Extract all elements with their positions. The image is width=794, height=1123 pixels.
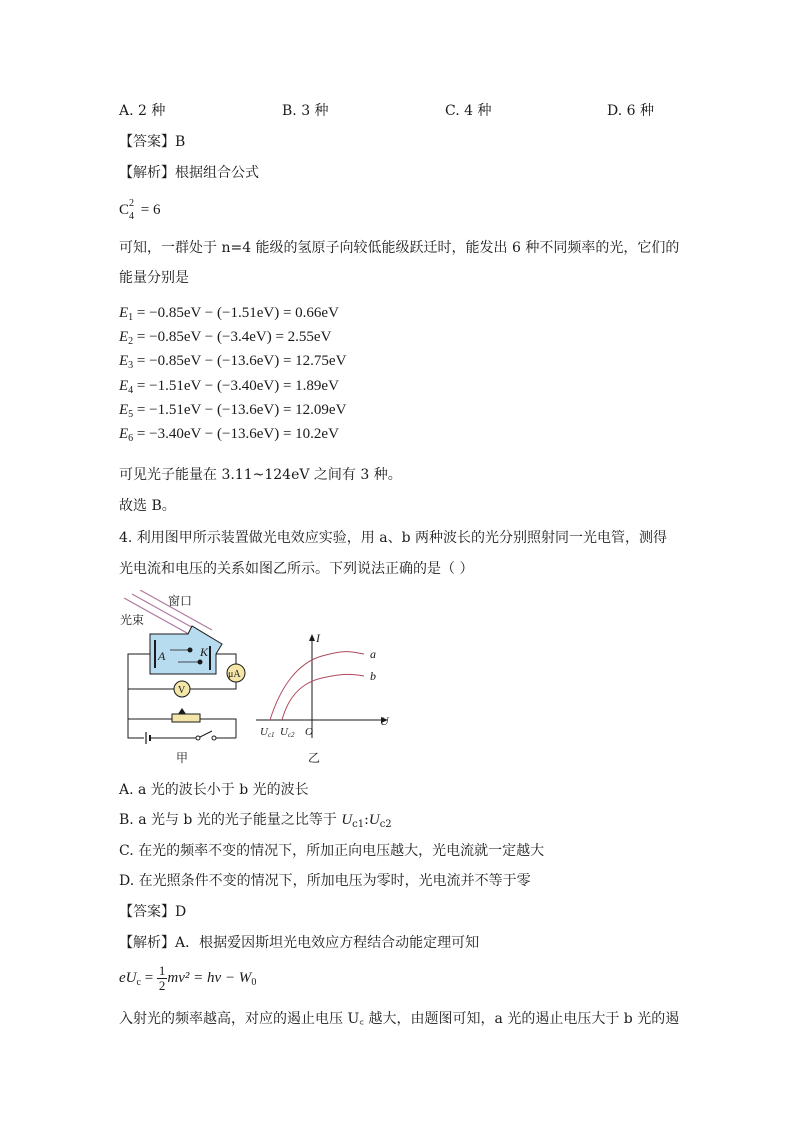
combination-formula: C 2 4 = 6 xyxy=(119,198,161,222)
figure-jia-apparatus xyxy=(118,590,258,768)
window-label: 窗口 xyxy=(168,594,193,608)
figure-jia-caption: 甲 xyxy=(176,751,189,765)
circuit-wire xyxy=(216,654,236,664)
microammeter-label: μA xyxy=(228,669,241,680)
i-axis-label: I xyxy=(316,631,320,645)
uc2-label: Uc2 xyxy=(280,726,295,739)
q3-conclusion: 可见光子能量在 3.11~124eV 之间有 3 种。 xyxy=(119,467,402,483)
rheostat-slider xyxy=(178,708,186,714)
origin-label: O xyxy=(305,726,313,738)
q4-answer: 【答案】D xyxy=(119,904,187,920)
q4-analysis: 【解析】A．根据爱因斯坦光电效应方程结合动能定理可知 xyxy=(119,935,480,951)
uc1-label: Uc1 xyxy=(260,726,275,739)
switch-contact xyxy=(212,736,216,740)
voltmeter-label: V xyxy=(178,685,186,696)
figure-yi-iu-graph xyxy=(252,628,398,768)
switch-contact xyxy=(196,736,200,740)
q4-option-b: B. a 光与 b 光的光子能量之比等于 $U_{c1}:U_{c2}$ xyxy=(119,812,392,830)
energy-e6: $E_6 = -3.40eV - (-13.6eV) = 10.2eV$ xyxy=(119,426,339,444)
rheostat xyxy=(172,714,200,722)
cathode-label: K xyxy=(200,645,209,659)
q4-option-d: D. 在光照条件不变的情况下，所加电压为零时，光电流并不等于零 xyxy=(119,873,531,889)
q4-option-a: A. a 光的波长小于 b 光的波长 xyxy=(119,782,309,798)
option-c: C. 4 种 xyxy=(445,103,492,119)
curve-b-label: b xyxy=(370,669,376,683)
circuit-wire xyxy=(128,719,144,738)
option-b: B. 3 种 xyxy=(282,103,329,119)
figure-yi-caption: 乙 xyxy=(308,751,321,765)
q4-last-line: 入射光的频率越高，对应的遏止电压 U꜀ 越大，由题图可知，a 光的遏止电压大于 b 光的遏 xyxy=(119,1011,680,1027)
option-d: D. 6 种 xyxy=(607,103,654,119)
i-axis-arrow xyxy=(309,634,315,641)
curve-a-label: a xyxy=(370,647,376,661)
q3-analysis-intro: 【解析】根据组合公式 xyxy=(119,165,259,181)
q3-choice: 故选 B。 xyxy=(119,498,176,514)
u-axis-label: U xyxy=(380,714,389,728)
electron-dot xyxy=(188,648,193,653)
electron-dot xyxy=(198,660,203,665)
photoelectric-equation: $eU_c$ = $\frac{1}{2}$ $mv^2 = h\nu - W_0$ xyxy=(119,963,257,994)
energy-e2: $E_2 = -0.85eV - (-3.4eV) = 2.55eV$ xyxy=(119,329,332,347)
q3-line1: 可知，一群处于 n=4 能级的氢原子向较低能级跃迁时，能发出 6 种不同频率的光，它们的 xyxy=(119,240,680,256)
beam-label: 光束 xyxy=(120,613,145,627)
energy-e1: $E_1 = -0.85eV - (-1.51eV) = 0.66eV$ xyxy=(119,305,339,323)
energy-e5: $E_5 = -1.51eV - (-13.6eV) = 12.09eV$ xyxy=(119,402,347,420)
switch-lever xyxy=(200,731,212,737)
q4-stem-line1: 4. 利用图甲所示装置做光电效应实验，用 a、b 两种波长的光分别照射同一光电管，测得 xyxy=(119,530,668,546)
energy-e4: $E_4 = -1.51eV - (-3.40eV) = 1.89eV$ xyxy=(119,378,339,396)
curve-a xyxy=(270,652,364,720)
option-a: A. 2 种 xyxy=(119,103,166,119)
q3-answer: 【答案】B xyxy=(119,134,186,150)
curve-b xyxy=(282,674,364,720)
q3-line2: 能量分别是 xyxy=(119,270,189,286)
q4-stem-line2: 光电流和电压的关系如图乙所示。下列说法正确的是（ ） xyxy=(119,561,474,577)
q4-option-c: C. 在光的频率不变的情况下，所加正向电压越大，光电流就一定越大 xyxy=(119,843,545,859)
energy-e3: $E_3 = -0.85eV - (-13.6eV) = 12.75eV$ xyxy=(119,353,347,371)
anode-label: A xyxy=(158,649,166,663)
